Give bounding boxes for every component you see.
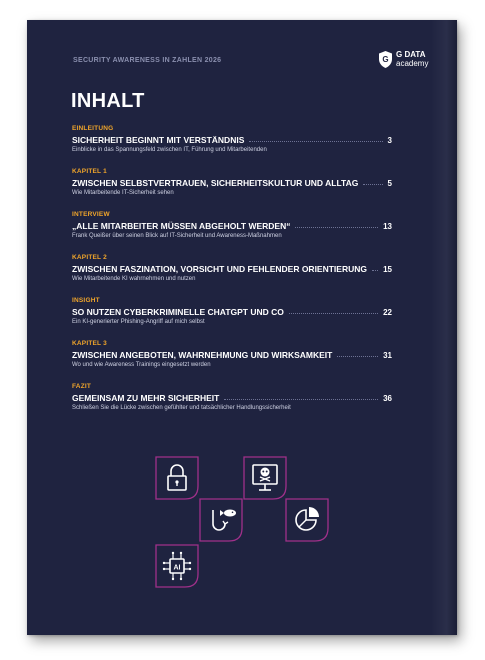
toc-heading: SICHERHEIT BEGINNT MIT VERSTÄNDNIS [72, 135, 245, 145]
toc-page-number: 31 [383, 351, 392, 360]
toc-page-number: 36 [383, 394, 392, 403]
logo-sub: academy [396, 59, 429, 68]
toc-description: Wo und wie Awareness Trainings eingesetzt werden [72, 362, 211, 368]
ai-chip-label: AI [173, 564, 181, 572]
toc-entry[interactable] [72, 340, 392, 368]
toc-label: INTERVIEW [72, 211, 110, 218]
toc-description: Wie Mitarbeitende IT-Sicherheit sehen [72, 190, 174, 196]
toc-description: Ein KI-generierter Phishing-Angriff auf mich selbst [72, 319, 205, 325]
leader-dots [372, 270, 378, 271]
toc-entry[interactable] [72, 168, 392, 196]
toc-label: EINLEITUNG [72, 125, 114, 132]
toc-label: FAZIT [72, 383, 92, 390]
toc-heading: ZWISCHEN SELBSTVERTRAUEN, SICHERHEITSKULTUR UND ALLTAG [72, 178, 359, 188]
ai-chip-icon [155, 544, 199, 588]
toc-label: KAPITEL 3 [72, 340, 107, 347]
toc-entry[interactable] [72, 125, 392, 153]
leader-dots [289, 313, 378, 314]
toc-entry[interactable] [72, 211, 392, 239]
skull-monitor-icon [243, 456, 287, 500]
toc-page-number: 15 [383, 265, 392, 274]
logo-brand: G DATA [396, 50, 426, 59]
toc-entry[interactable] [72, 254, 392, 282]
leader-dots [295, 227, 378, 228]
toc-entry[interactable] [72, 383, 392, 411]
leader-dots [224, 399, 378, 400]
toc-heading: GEMEINSAM ZU MEHR SICHERHEIT [72, 393, 220, 403]
page-title: INHALT [71, 90, 145, 112]
toc-page-number: 22 [383, 308, 392, 317]
leader-dots [363, 184, 382, 185]
toc-description: Wie Mitarbeitende KI wahrnehmen und nutzen [72, 276, 196, 282]
toc-page-number: 5 [387, 179, 392, 188]
toc-entry[interactable] [72, 297, 392, 325]
gdata-academy-logo [379, 50, 439, 74]
toc-heading: ZWISCHEN FASZINATION, VORSICHT UND FEHLENDER ORIENTIERUNG [72, 264, 367, 274]
toc-description: Schließen Sie die Lücke zwischen gefühlter und tatsächlicher Handlungssicherheit [72, 405, 291, 411]
toc-heading: „ALLE MITARBEITER MÜSSEN ABGEHOLT WERDEN“ [72, 221, 291, 231]
leader-dots [249, 141, 382, 142]
document-page [27, 20, 457, 635]
shield-logo-icon [379, 51, 392, 68]
report-kicker: SECURITY AWARENESS IN ZAHLEN 2026 [73, 57, 222, 64]
toc-page-number: 13 [383, 222, 392, 231]
svg-text:G: G [382, 55, 389, 64]
toc-heading: SO NUTZEN CYBERKRIMINELLE CHATGPT UND CO [72, 307, 284, 317]
toc-label: INSIGHT [72, 297, 100, 304]
toc-description: Frank Queißer über seinen Blick auf IT-Sicherheit und Awareness-Maßnahmen [72, 233, 282, 239]
toc-label: KAPITEL 2 [72, 254, 107, 261]
toc-description: Einblicke in das Spannungsfeld zwischen IT, Führung und Mitarbeitenden [72, 147, 267, 153]
phishing-hook-icon [199, 498, 243, 542]
lock-icon [155, 456, 199, 500]
toc-page-number: 3 [387, 136, 392, 145]
pie-chart-icon [285, 498, 329, 542]
toc-heading: ZWISCHEN ANGEBOTEN, WAHRNEHMUNG UND WIRKSAMKEIT [72, 350, 333, 360]
leader-dots [337, 356, 378, 357]
toc-label: KAPITEL 1 [72, 168, 107, 175]
